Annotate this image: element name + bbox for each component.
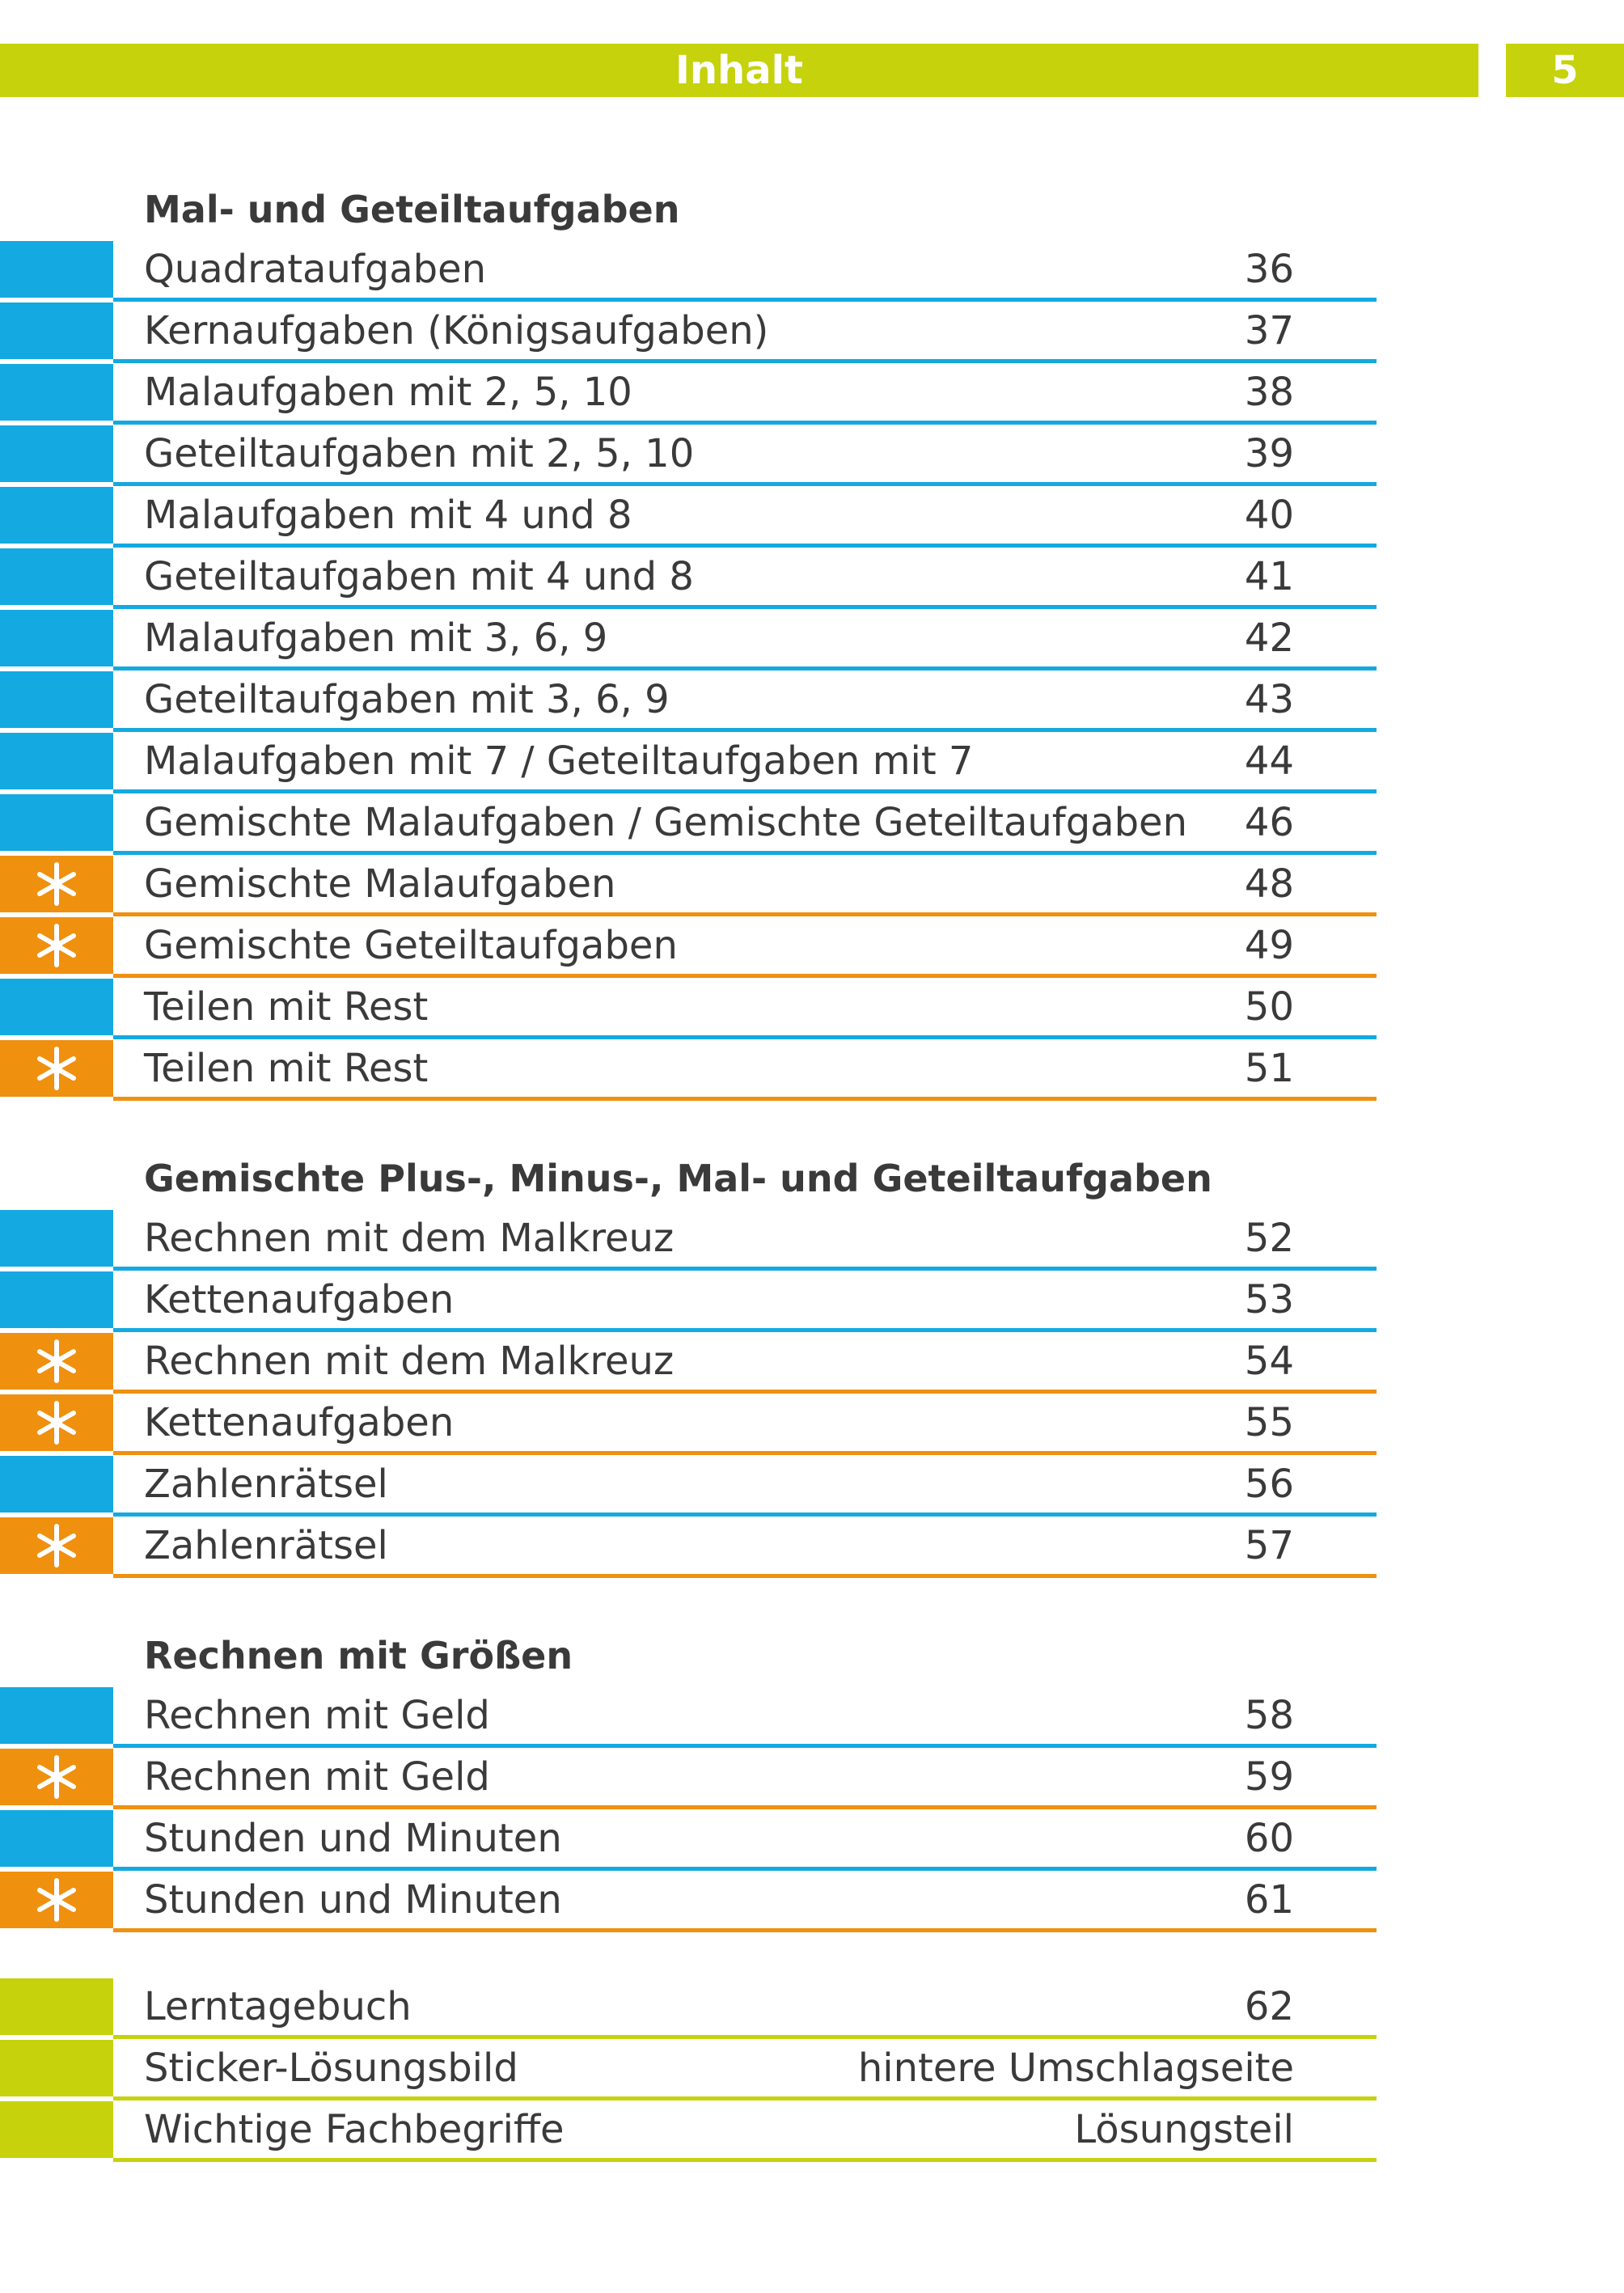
toc-row-page: 38 bbox=[1244, 370, 1294, 415]
toc-row-page: 62 bbox=[1244, 1984, 1294, 2029]
star-icon bbox=[34, 861, 79, 907]
toc-row-page: 58 bbox=[1244, 1693, 1294, 1738]
toc-row-page: 43 bbox=[1244, 677, 1294, 722]
color-marker bbox=[0, 794, 113, 851]
star-marker bbox=[0, 856, 113, 912]
color-marker bbox=[0, 1456, 113, 1512]
toc-row[interactable] bbox=[0, 1333, 1624, 1394]
toc-row-label: Teilen mit Rest bbox=[144, 1046, 429, 1091]
color-marker bbox=[0, 302, 113, 359]
toc-row[interactable] bbox=[0, 1394, 1624, 1456]
toc-row-page: 60 bbox=[1244, 1816, 1294, 1861]
row-divider bbox=[113, 544, 1377, 548]
toc-row-label: Rechnen mit dem Malkreuz bbox=[144, 1339, 675, 1384]
toc-row-page: 55 bbox=[1244, 1400, 1294, 1445]
toc-row[interactable] bbox=[0, 1456, 1624, 1517]
toc-row[interactable] bbox=[0, 856, 1624, 917]
row-divider bbox=[113, 1390, 1377, 1394]
toc-row-label: Stunden und Minuten bbox=[144, 1816, 562, 1861]
color-marker bbox=[0, 1810, 113, 1867]
color-marker bbox=[0, 364, 113, 421]
toc-row-label: Geteiltaufgaben mit 4 und 8 bbox=[144, 554, 694, 599]
toc-row[interactable] bbox=[0, 979, 1624, 1040]
toc-row[interactable] bbox=[0, 917, 1624, 979]
star-icon bbox=[34, 1400, 79, 1445]
toc-row-page: 41 bbox=[1244, 554, 1294, 599]
toc-row-label: Malaufgaben mit 4 und 8 bbox=[144, 493, 632, 538]
toc-section bbox=[0, 1147, 1624, 1579]
row-divider bbox=[113, 1267, 1377, 1271]
toc-row-page: 57 bbox=[1244, 1523, 1294, 1568]
row-divider bbox=[113, 728, 1377, 732]
toc-row[interactable] bbox=[0, 794, 1624, 856]
toc-row[interactable] bbox=[0, 241, 1624, 302]
toc-row-label: Zahlenrätsel bbox=[144, 1462, 388, 1507]
toc-row[interactable] bbox=[0, 2101, 1624, 2163]
toc-row-label: Rechnen mit Geld bbox=[144, 1754, 490, 1800]
toc-row-page: 46 bbox=[1244, 800, 1294, 845]
toc-row-page: 37 bbox=[1244, 308, 1294, 353]
row-divider bbox=[113, 421, 1377, 425]
toc-section bbox=[0, 1978, 1624, 2163]
toc-row-page: 39 bbox=[1244, 431, 1294, 476]
row-divider bbox=[113, 1928, 1377, 1932]
row-divider bbox=[113, 605, 1377, 609]
toc-row-page: 51 bbox=[1244, 1046, 1294, 1091]
row-divider bbox=[113, 1451, 1377, 1455]
star-marker bbox=[0, 917, 113, 974]
toc-section bbox=[0, 178, 1624, 1102]
star-marker bbox=[0, 1394, 113, 1451]
row-divider bbox=[113, 298, 1377, 302]
toc-row-label: Rechnen mit Geld bbox=[144, 1693, 490, 1738]
row-divider bbox=[113, 1512, 1377, 1517]
row-divider bbox=[113, 1328, 1377, 1332]
star-marker bbox=[0, 1040, 113, 1097]
toc-row[interactable] bbox=[0, 1810, 1624, 1872]
toc-row-page: 48 bbox=[1244, 861, 1294, 907]
color-marker bbox=[0, 548, 113, 605]
toc-row-page: 59 bbox=[1244, 1754, 1294, 1800]
toc-row[interactable] bbox=[0, 1978, 1624, 2040]
header-bar bbox=[0, 44, 1478, 97]
star-marker bbox=[0, 1872, 113, 1928]
toc-row-label: Kettenaufgaben bbox=[144, 1400, 455, 1445]
row-divider bbox=[113, 2158, 1377, 2162]
toc-row-label: Rechnen mit dem Malkreuz bbox=[144, 1216, 675, 1261]
toc-row[interactable] bbox=[0, 1517, 1624, 1579]
color-marker bbox=[0, 1210, 113, 1267]
color-marker bbox=[0, 487, 113, 544]
toc-row-label: Wichtige Fachbegriffe bbox=[144, 2107, 565, 2152]
color-marker bbox=[0, 979, 113, 1035]
color-marker bbox=[0, 425, 113, 482]
toc-row-label: Geteiltaufgaben mit 2, 5, 10 bbox=[144, 431, 695, 476]
row-divider bbox=[113, 851, 1377, 855]
row-divider bbox=[113, 1097, 1377, 1101]
toc-row[interactable] bbox=[0, 671, 1624, 733]
star-icon bbox=[34, 923, 79, 968]
color-marker bbox=[0, 241, 113, 298]
row-divider bbox=[113, 789, 1377, 793]
row-divider bbox=[113, 1574, 1377, 1578]
color-marker bbox=[0, 1687, 113, 1744]
star-marker bbox=[0, 1333, 113, 1390]
color-marker bbox=[0, 671, 113, 728]
toc-row-page: Lösungsteil bbox=[1074, 2107, 1294, 2152]
row-divider bbox=[113, 974, 1377, 978]
row-divider bbox=[113, 1035, 1377, 1039]
row-divider bbox=[113, 1744, 1377, 1748]
color-marker bbox=[0, 1978, 113, 2035]
row-divider bbox=[113, 2096, 1377, 2101]
color-marker bbox=[0, 2101, 113, 2158]
section-title: Mal- und Geteiltaufgaben bbox=[144, 188, 680, 231]
section-title: Gemischte Plus-, Minus-, Mal- und Geteiltaufgaben bbox=[144, 1157, 1212, 1200]
toc-row-page: 54 bbox=[1244, 1339, 1294, 1384]
page-number: 5 bbox=[1551, 48, 1579, 93]
toc-row[interactable] bbox=[0, 1687, 1624, 1749]
toc-row-label: Gemischte Malaufgaben / Gemischte Geteiltaufgaben bbox=[144, 800, 1187, 845]
toc-row-label: Stunden und Minuten bbox=[144, 1877, 562, 1923]
star-marker bbox=[0, 1517, 113, 1574]
toc-row-label: Kettenaufgaben bbox=[144, 1277, 455, 1322]
toc-row-label: Lerntagebuch bbox=[144, 1984, 412, 2029]
color-marker bbox=[0, 733, 113, 789]
toc-row-label: Malaufgaben mit 2, 5, 10 bbox=[144, 370, 632, 415]
toc-row-label: Teilen mit Rest bbox=[144, 984, 429, 1030]
row-divider bbox=[113, 666, 1377, 671]
toc-row-label: Zahlenrätsel bbox=[144, 1523, 388, 1568]
star-marker bbox=[0, 1749, 113, 1805]
toc-row[interactable] bbox=[0, 425, 1624, 487]
toc-row-label: Geteiltaufgaben mit 3, 6, 9 bbox=[144, 677, 670, 722]
toc-row[interactable] bbox=[0, 1210, 1624, 1271]
color-marker bbox=[0, 2040, 113, 2096]
toc-row[interactable] bbox=[0, 610, 1624, 671]
toc-row-label: Sticker-Lösungsbild bbox=[144, 2046, 518, 2091]
toc-row-page: 36 bbox=[1244, 247, 1294, 292]
page-title: Inhalt bbox=[675, 48, 803, 93]
row-divider bbox=[113, 482, 1377, 486]
toc-row-page: 61 bbox=[1244, 1877, 1294, 1923]
toc-row-page: 49 bbox=[1244, 923, 1294, 968]
row-divider bbox=[113, 2035, 1377, 2039]
star-icon bbox=[34, 1339, 79, 1384]
toc-row[interactable] bbox=[0, 1271, 1624, 1333]
row-divider bbox=[113, 912, 1377, 916]
toc-row-page: hintere Umschlagseite bbox=[857, 2046, 1294, 2091]
toc-row[interactable] bbox=[0, 302, 1624, 364]
toc-row-page: 40 bbox=[1244, 493, 1294, 538]
toc-row-page: 52 bbox=[1244, 1216, 1294, 1261]
section-title: Rechnen mit Größen bbox=[144, 1634, 573, 1677]
row-divider bbox=[113, 1867, 1377, 1871]
toc-row[interactable] bbox=[0, 1872, 1624, 1933]
toc-row[interactable] bbox=[0, 1749, 1624, 1810]
page-number-box bbox=[1506, 44, 1624, 97]
toc-row-page: 53 bbox=[1244, 1277, 1294, 1322]
toc-row[interactable] bbox=[0, 2040, 1624, 2101]
toc-section bbox=[0, 1624, 1624, 1933]
toc-row-page: 56 bbox=[1244, 1462, 1294, 1507]
row-divider bbox=[113, 359, 1377, 363]
color-marker bbox=[0, 1271, 113, 1328]
toc-row-label: Gemischte Geteiltaufgaben bbox=[144, 923, 678, 968]
toc-row[interactable] bbox=[0, 487, 1624, 548]
star-icon bbox=[34, 1523, 79, 1568]
toc-row-page: 50 bbox=[1244, 984, 1294, 1030]
toc-row-page: 44 bbox=[1244, 738, 1294, 784]
toc-row-label: Kernaufgaben (Königsaufgaben) bbox=[144, 308, 769, 353]
star-icon bbox=[34, 1046, 79, 1091]
toc-row-label: Malaufgaben mit 3, 6, 9 bbox=[144, 616, 608, 661]
toc-row-label: Gemischte Malaufgaben bbox=[144, 861, 616, 907]
table-of-contents bbox=[0, 178, 1624, 2208]
color-marker bbox=[0, 610, 113, 666]
toc-row-label: Quadrataufgaben bbox=[144, 247, 487, 292]
toc-row[interactable] bbox=[0, 1040, 1624, 1102]
star-icon bbox=[34, 1754, 79, 1800]
toc-row[interactable] bbox=[0, 364, 1624, 425]
toc-row[interactable] bbox=[0, 733, 1624, 794]
toc-row-label: Malaufgaben mit 7 / Geteiltaufgaben mit 7 bbox=[144, 738, 974, 784]
toc-row-page: 42 bbox=[1244, 616, 1294, 661]
star-icon bbox=[34, 1877, 79, 1923]
row-divider bbox=[113, 1805, 1377, 1809]
toc-row[interactable] bbox=[0, 548, 1624, 610]
